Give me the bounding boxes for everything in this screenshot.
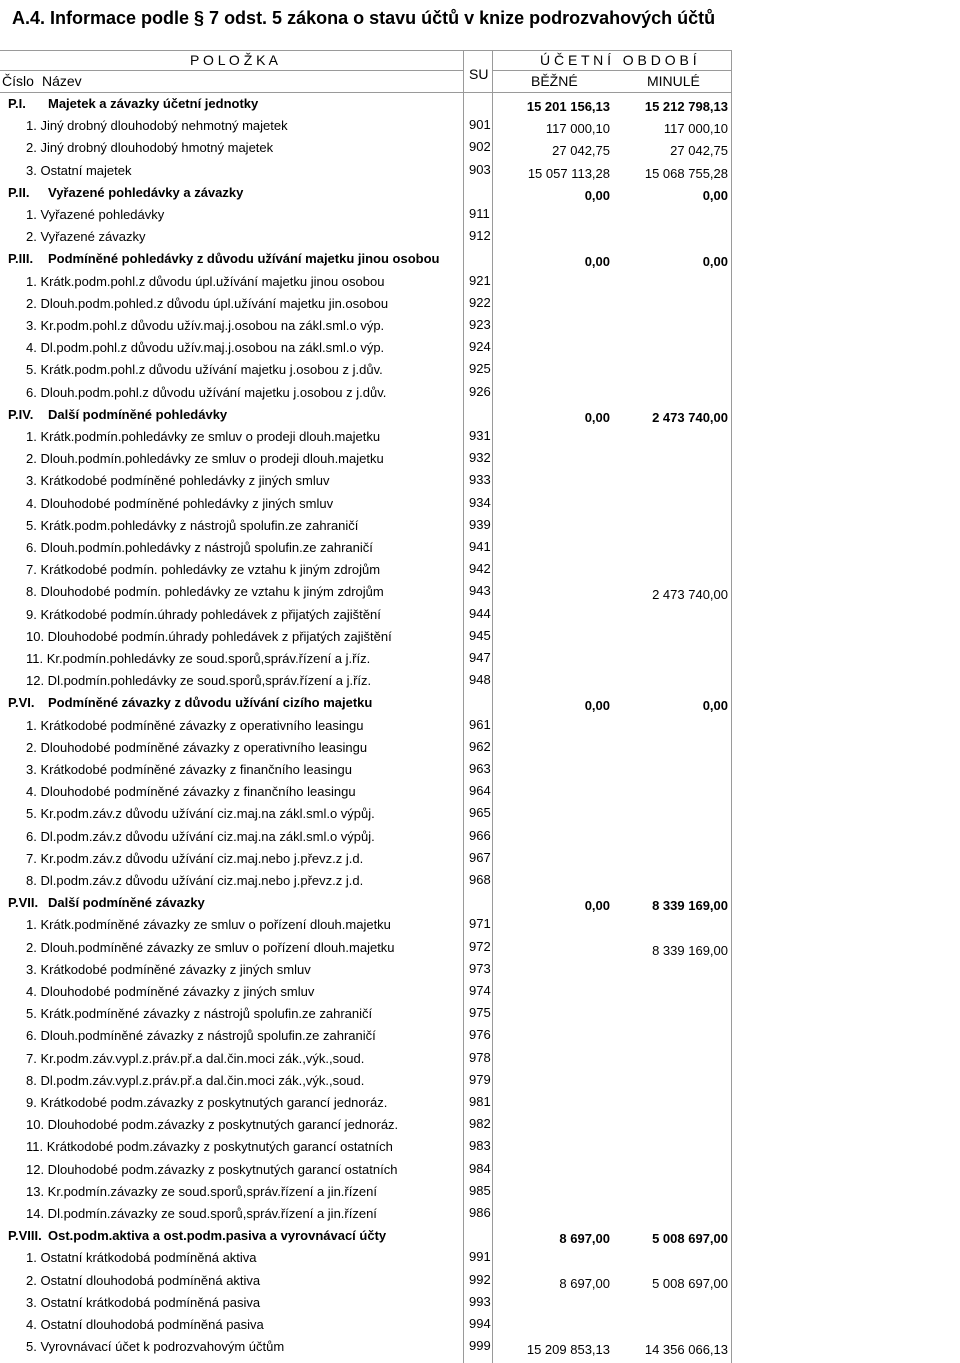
row-su: 903 (469, 161, 491, 177)
table-row (0, 470, 960, 492)
row-name: 10. Dlouhodobé podm.závazky z poskytnutých garancí jednoráz. (26, 1117, 399, 1133)
row-code: P.I. (8, 96, 26, 111)
row-su: 922 (469, 294, 491, 310)
table-row (0, 204, 960, 226)
row-name: 3. Ostatní krátkodobá podmíněná pasiva (26, 1294, 261, 1310)
table-row (0, 1114, 960, 1136)
row-name: 4. Dlouhodobé podmíněné závazky z finančního leasingu (26, 784, 356, 800)
header-su: SU (469, 66, 489, 82)
row-name: 3. Krátkodobé podmíněné pohledávky z jiných smluv (26, 473, 330, 489)
table-row (0, 715, 960, 737)
row-su: 934 (469, 494, 491, 510)
table-row (0, 781, 960, 803)
row-previous: 5 008 697,00 (652, 1275, 728, 1291)
table-row (0, 848, 960, 870)
table-row (0, 359, 960, 381)
table-row (0, 1247, 960, 1269)
row-su: 924 (469, 339, 491, 355)
row-su: 945 (469, 627, 491, 643)
row-name: 5. Krátk.podm.pohl.z důvodu užívání majetku j.osobou z j.dův. (26, 362, 383, 378)
table-row (0, 759, 960, 781)
table-row (0, 1136, 960, 1158)
table-row (0, 1092, 960, 1114)
row-code: P.VII. (8, 895, 39, 911)
row-su: 923 (469, 317, 491, 332)
row-name: 9. Krátkodobé podm.závazky z poskytnutých garancí jednoráz. (26, 1095, 388, 1110)
row-su: 902 (469, 139, 491, 155)
row-su: 985 (469, 1182, 491, 1198)
table-row (0, 115, 960, 137)
table-row (0, 870, 960, 892)
row-su: 965 (469, 805, 491, 821)
row-su: 981 (469, 1094, 491, 1109)
row-code: P.III. (8, 251, 34, 267)
row-name: 13. Kr.podmín.závazky ze soud.sporů,správ.řízení a jin.řízení (26, 1183, 377, 1199)
row-su: 962 (469, 738, 491, 754)
row-current: 117 000,10 (545, 121, 610, 137)
page-title: A.4. Informace podle § 7 odst. 5 zákona o stavu účtů v knize podrozvahových účtů (12, 8, 716, 28)
row-su: 963 (469, 761, 491, 776)
row-su: 939 (469, 516, 491, 532)
row-name: 2. Dlouh.podmín.pohledávky ze smluv o prodeji dlouh.majetku (26, 451, 384, 467)
row-su: 978 (469, 1049, 491, 1065)
row-su: 926 (469, 383, 491, 399)
table-row (0, 981, 960, 1003)
header-minule: MINULÉ (647, 73, 700, 89)
table-row (0, 226, 960, 248)
row-su: 975 (469, 1005, 491, 1021)
row-name: Vyřazené pohledávky a závazky (48, 184, 244, 200)
row-su: 944 (469, 605, 491, 621)
row-name: Ost.podm.aktiva a ost.podm.pasiva a vyrovnávací účty (48, 1228, 387, 1244)
row-code: P.VIII. (8, 1228, 42, 1244)
section-row (0, 93, 960, 115)
row-su: 942 (469, 561, 491, 577)
row-su: 964 (469, 783, 491, 799)
row-name: 7. Krátkodobé podmín. pohledávky ze vztahu k jiným zdrojům (26, 562, 381, 578)
row-name: 2. Ostatní dlouhodobá podmíněná aktiva (26, 1272, 261, 1288)
row-name: 3. Krátkodobé podmíněné závazky z jiných smluv (26, 961, 311, 977)
row-name: 9. Krátkodobé podmín.úhrady pohledávek z přijatých zajištění (26, 606, 381, 622)
row-name: 7. Kr.podm.záv.vypl.z.práv.př.a dal.čin.moci zák.,výk.,soud. (26, 1050, 365, 1066)
row-su: 912 (469, 228, 491, 244)
row-su: 967 (469, 849, 491, 865)
row-name: 6. Dlouh.podmíněné závazky z nástrojů spolufin.ze zahraničí (26, 1028, 376, 1044)
row-su: 999 (469, 1338, 491, 1354)
row-su: 994 (469, 1316, 491, 1331)
header-bezne: BĚŽNÉ (531, 73, 578, 89)
row-su: 921 (469, 272, 491, 288)
row-current: 15 209 853,13 (526, 1342, 610, 1358)
row-su: 933 (469, 472, 491, 488)
row-name: 6. Dlouh.podm.pohl.z důvodu užívání majetku j.osobou z j.dův. (26, 384, 387, 400)
row-previous: 117 000,10 (663, 121, 728, 137)
table-row (0, 937, 960, 959)
row-current: 8 697,00 (559, 1231, 610, 1247)
row-su: 966 (469, 827, 491, 843)
section-row (0, 182, 960, 204)
row-name: 2. Dlouh.podmíněné závazky ze smluv o pořízení dlouh.majetku (26, 939, 395, 955)
row-su: 911 (469, 206, 490, 221)
row-name: 12. Dl.podmín.pohledávky ze soud.sporů,správ.řízení a j.říz. (26, 673, 372, 689)
table-row (0, 737, 960, 759)
table-row (0, 493, 960, 515)
row-su: 961 (469, 716, 491, 732)
row-name: 2. Dlouh.podm.pohled.z důvodu úpl.užívání majetku jin.osobou (26, 295, 389, 311)
table-row (0, 515, 960, 537)
row-su: 943 (469, 583, 491, 599)
row-name: Majetek a závazky účetní jednotky (48, 96, 259, 111)
table-row (0, 426, 960, 448)
row-su: 986 (469, 1205, 491, 1220)
header-nazev: Název (42, 73, 82, 89)
row-previous: 14 356 066,13 (644, 1342, 728, 1358)
row-previous: 0,00 (702, 698, 728, 714)
section-row (0, 1225, 960, 1247)
table-row (0, 1292, 960, 1314)
table-row (0, 1270, 960, 1292)
table-row (0, 315, 960, 337)
row-name: 2. Vyřazené závazky (26, 229, 146, 245)
row-current: 15 201 156,13 (526, 99, 610, 114)
table-row (0, 1159, 960, 1181)
row-code: P.II. (8, 184, 30, 200)
header-obdobi: Ú Č E T N Í O B D O B Í (540, 52, 697, 68)
row-previous: 2 473 740,00 (652, 587, 728, 603)
row-name: 2. Jiný drobný dlouhodobý hmotný majetek (26, 140, 274, 156)
row-name: 8. Dl.podm.záv.z důvodu užívání ciz.maj.nebo j.převz.z j.d. (26, 873, 364, 888)
row-su: 925 (469, 361, 491, 377)
row-name: 5. Krátk.podmíněné závazky z nástrojů spolufin.ze zahraničí (26, 1006, 373, 1022)
row-name: 1. Vyřazené pohledávky (26, 207, 165, 222)
row-name: 14. Dl.podmín.závazky ze soud.sporů,správ.řízení a jin.řízení (26, 1206, 377, 1221)
row-su: 974 (469, 983, 491, 998)
row-name: 8. Dlouhodobé podmín. pohledávky ze vztahu k jiným zdrojům (26, 584, 384, 600)
row-su: 968 (469, 872, 491, 887)
row-su: 991 (469, 1249, 491, 1265)
table-row (0, 1048, 960, 1070)
row-name: 4. Ostatní dlouhodobá podmíněná pasiva (26, 1317, 264, 1332)
row-name: 11. Kr.podmín.pohledávky ze soud.sporů,správ.řízení a j.říz. (26, 651, 371, 666)
table-row (0, 1070, 960, 1092)
row-su: 979 (469, 1071, 491, 1087)
row-current: 8 697,00 (559, 1275, 610, 1291)
row-name: 1. Krátk.podmíněné závazky ze smluv o pořízení dlouh.majetku (26, 917, 391, 933)
row-name: Podmíněné pohledávky z důvodu užívání majetku jinou osobou (48, 251, 440, 267)
row-name: 4. Dl.podm.pohl.z důvodu užív.maj.j.osobou na zákl.sml.o výp. (26, 340, 385, 356)
table-row (0, 537, 960, 559)
row-current: 0,00 (584, 187, 610, 203)
row-name: 3. Kr.podm.pohl.z důvodu užív.maj.j.osobou na zákl.sml.o výp. (26, 318, 385, 333)
row-su: 983 (469, 1138, 491, 1154)
table-row (0, 382, 960, 404)
table-row (0, 604, 960, 626)
row-name: 5. Kr.podm.záv.z důvodu užívání ciz.maj.na zákl.sml.o výpůj. (26, 806, 375, 822)
section-row (0, 892, 960, 914)
row-name: 1. Krátk.podmín.pohledávky ze smluv o prodeji dlouh.majetku (26, 429, 381, 444)
table-row (0, 271, 960, 293)
row-previous: 5 008 697,00 (652, 1231, 728, 1247)
row-name: 3. Krátkodobé podmíněné závazky z finančního leasingu (26, 762, 352, 777)
row-name: 1. Ostatní krátkodobá podmíněná aktiva (26, 1250, 257, 1266)
section-row (0, 248, 960, 270)
row-name: 6. Dl.podm.záv.z důvodu užívání ciz.maj.na zákl.sml.o výpůj. (26, 828, 375, 844)
row-su: 931 (469, 428, 491, 443)
table-row (0, 559, 960, 581)
row-current: 0,00 (584, 698, 610, 714)
row-name: 8. Dl.podm.záv.vypl.z.práv.př.a dal.čin.moci zák.,výk.,soud. (26, 1072, 365, 1088)
row-su: 992 (469, 1271, 491, 1287)
table-row (0, 293, 960, 315)
row-su: 901 (469, 117, 491, 133)
row-previous: 8 339 169,00 (652, 898, 728, 914)
row-code: P.VI. (8, 695, 35, 711)
row-previous: 0,00 (702, 187, 728, 203)
row-previous: 2 473 740,00 (652, 409, 728, 425)
row-current: 27 042,75 (552, 143, 610, 159)
row-name: 1. Jiný drobný dlouhodobý nehmotný majetek (26, 118, 288, 134)
row-name: 5. Vyrovnávací účet k podrozvahovým účtům (26, 1339, 285, 1355)
row-su: 982 (469, 1116, 491, 1132)
row-name: 1. Krátkodobé podmíněné závazky z operativního leasingu (26, 717, 364, 733)
table-row (0, 448, 960, 470)
table-row (0, 826, 960, 848)
row-su: 947 (469, 650, 491, 665)
header-polozka: P O L O Ž K A (190, 52, 278, 68)
row-previous: 15 212 798,13 (644, 99, 728, 114)
table-row (0, 626, 960, 648)
table-row (0, 1203, 960, 1225)
row-su: 984 (469, 1160, 491, 1176)
row-su: 973 (469, 960, 491, 976)
table-row (0, 1314, 960, 1336)
row-current: 0,00 (584, 898, 610, 914)
row-name: 7. Kr.podm.záv.z důvodu užívání ciz.maj.nebo j.převz.z j.d. (26, 850, 364, 866)
row-name: 3. Ostatní majetek (26, 162, 132, 178)
row-name: Podmíněné závazky z důvodu užívání cizího majetku (48, 695, 373, 711)
table-row (0, 1336, 960, 1358)
table-row (0, 648, 960, 670)
row-su: 993 (469, 1293, 491, 1309)
row-name: 4. Dlouhodobé podmíněné závazky z jiných smluv (26, 984, 315, 999)
table-row (0, 914, 960, 936)
table-row (0, 1003, 960, 1025)
row-name: 4. Dlouhodobé podmíněné pohledávky z jiných smluv (26, 495, 334, 511)
row-su: 948 (469, 672, 491, 688)
row-su: 971 (469, 916, 491, 932)
row-previous: 27 042,75 (670, 143, 728, 159)
table-row (0, 160, 960, 182)
table-row (0, 337, 960, 359)
row-name: 6. Dlouh.podmín.pohledávky z nástrojů spolufin.ze zahraničí (26, 540, 373, 555)
row-code: P.IV. (8, 406, 34, 422)
section-row (0, 692, 960, 714)
table-row (0, 670, 960, 692)
row-current: 0,00 (584, 409, 610, 425)
header-cislo: Číslo (2, 73, 34, 89)
row-name: 11. Krátkodobé podm.závazky z poskytnutých garancí ostatních (26, 1139, 393, 1155)
table-row (0, 1181, 960, 1203)
row-su: 976 (469, 1027, 491, 1043)
row-su: 972 (469, 938, 491, 954)
row-previous: 8 339 169,00 (652, 942, 728, 958)
table-row (0, 803, 960, 825)
row-previous: 0,00 (702, 254, 728, 270)
table-row (0, 137, 960, 159)
row-su: 932 (469, 450, 491, 466)
row-current: 0,00 (584, 254, 610, 270)
table-row (0, 1025, 960, 1047)
row-name: 12. Dlouhodobé podm.závazky z poskytnutých garancí ostatních (26, 1161, 398, 1177)
row-name: 2. Dlouhodobé podmíněné závazky z operativního leasingu (26, 739, 368, 755)
row-su: 941 (469, 539, 491, 554)
row-name: 5. Krátk.podm.pohledávky z nástrojů spolufin.ze zahraničí (26, 517, 359, 533)
row-current: 15 057 113,28 (527, 165, 610, 181)
row-name: 1. Krátk.podm.pohl.z důvodu úpl.užívání majetku jinou osobou (26, 273, 385, 289)
row-previous: 15 068 755,28 (644, 165, 728, 181)
row-name: 10. Dlouhodobé podmín.úhrady pohledávek z přijatých zajištění (26, 628, 392, 644)
table-row (0, 959, 960, 981)
table-row (0, 581, 960, 603)
row-name: Další podmíněné závazky (48, 895, 205, 911)
section-row (0, 404, 960, 426)
row-name: Další podmíněné pohledávky (48, 406, 228, 422)
